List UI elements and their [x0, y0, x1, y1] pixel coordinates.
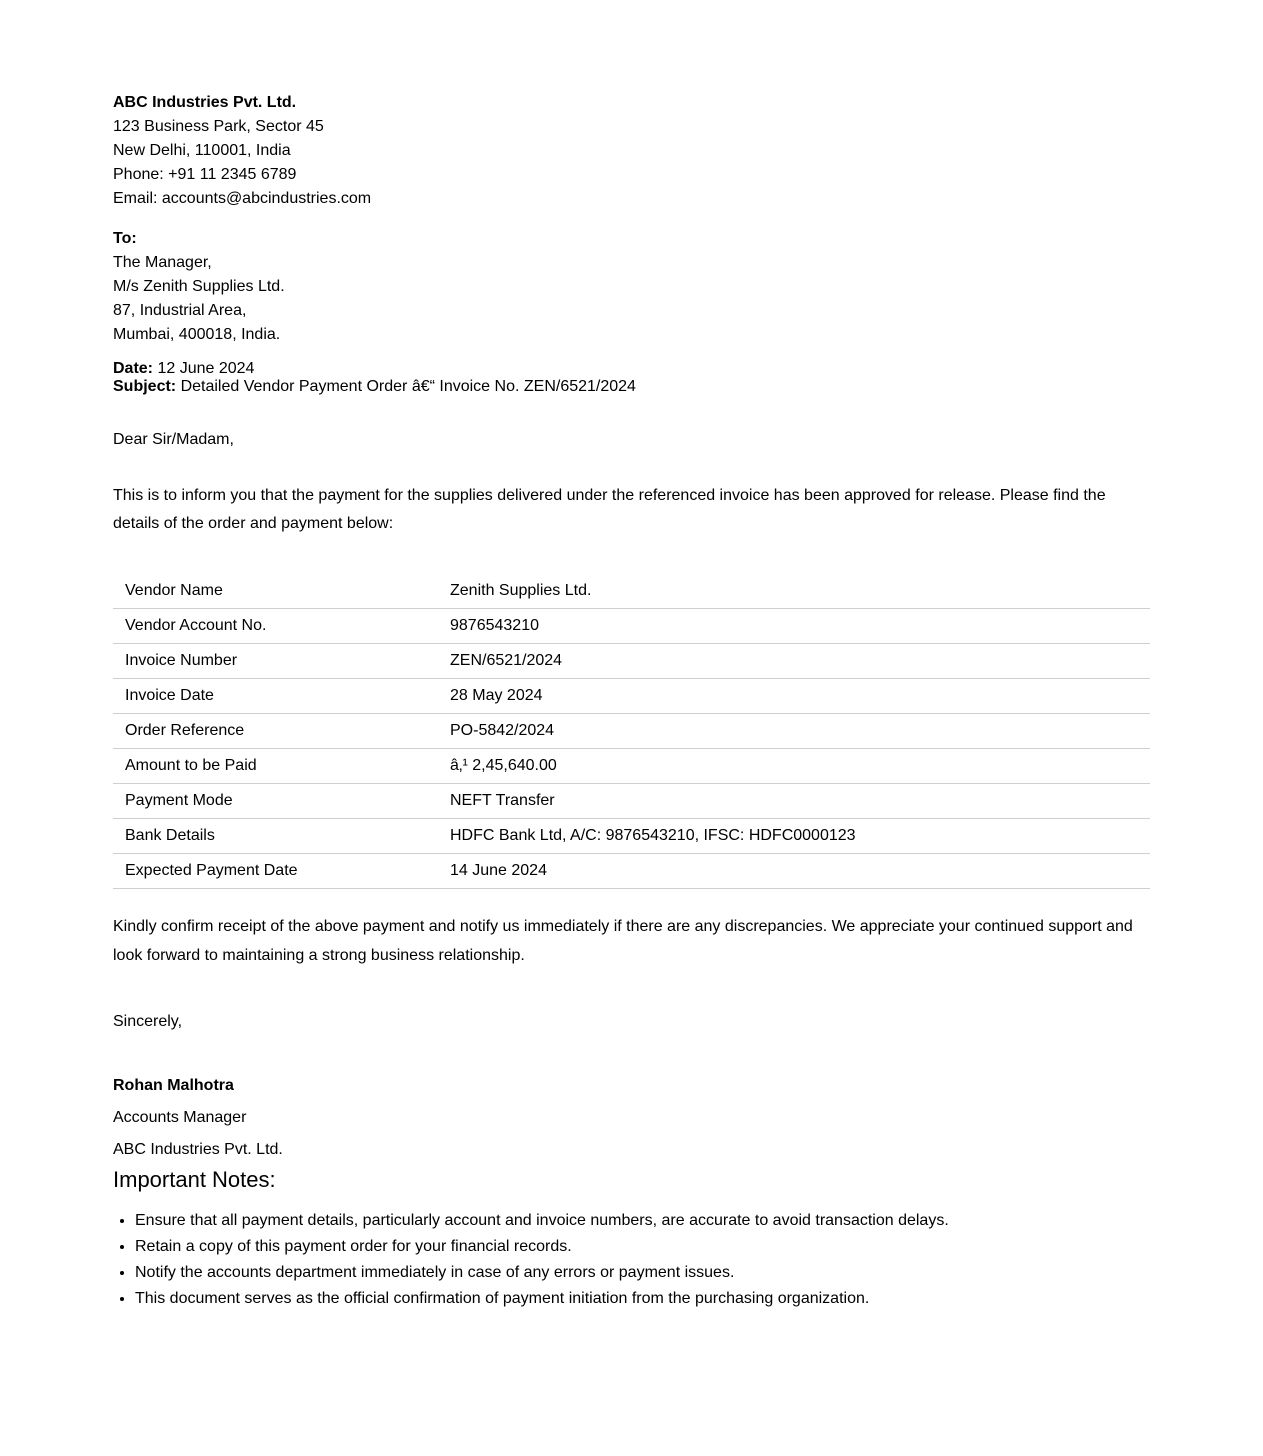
date-line — [113, 360, 1150, 378]
detail-label: Payment Mode — [113, 784, 438, 819]
table-row — [113, 609, 1150, 644]
sender-email: Email: accounts@abcindustries.com — [113, 190, 372, 207]
detail-label: Invoice Number — [113, 644, 438, 679]
payment-order-letter — [113, 91, 1150, 1307]
detail-label: Vendor Account No. — [113, 609, 438, 644]
recipient-block — [113, 227, 1150, 347]
detail-value: Zenith Supplies Ltd. — [438, 574, 1150, 609]
intro-paragraph: This is to inform you that the payment for the supplies delivered under the referenced invoice has been approved for release. Please find the details of the order and payment below: — [113, 487, 1106, 532]
recipient-label: To: — [113, 230, 137, 247]
signatory-title: Accounts Manager — [113, 1109, 247, 1126]
subject-line — [113, 378, 1150, 396]
sender-phone: Phone: +91 11 2345 6789 — [113, 166, 297, 183]
closing-paragraph: Kindly confirm receipt of the above payment and notify us immediately if there are any discrepancies. We appreciate your continued support and look forward to maintaining a strong business relationship. — [113, 918, 1133, 964]
detail-label: Vendor Name — [113, 574, 438, 609]
detail-value: 14 June 2024 — [438, 854, 1150, 889]
detail-value: 28 May 2024 — [438, 679, 1150, 714]
sender-block — [113, 91, 1150, 211]
table-row — [113, 749, 1150, 784]
recipient-line2: M/s Zenith Supplies Ltd. — [113, 278, 285, 295]
table-row — [113, 714, 1150, 749]
date-value: 12 June 2024 — [157, 360, 255, 377]
detail-value: â‚¹ 2,45,640.00 — [438, 749, 1150, 784]
subject-label: Subject: — [113, 378, 177, 395]
signatory-company: ABC Industries Pvt. Ltd. — [113, 1141, 283, 1158]
list-item: • Ensure that all payment details, particularly account and invoice numbers, are accurate to avoid transaction delays. — [135, 1208, 1150, 1234]
table-row — [113, 784, 1150, 819]
subject-value: Detailed Vendor Payment Order â€“ Invoice No. ZEN/6521/2024 — [180, 378, 636, 395]
notes-clip-area — [113, 1208, 1150, 1307]
detail-value: HDFC Bank Ltd, A/C: 9876543210, IFSC: HDFC0000123 — [438, 819, 1150, 854]
list-item: • This document serves as the official confirmation of payment initiation from the purchasing organization. — [135, 1286, 1150, 1312]
date-label: Date: — [113, 360, 154, 377]
detail-value: 9876543210 — [438, 609, 1150, 644]
sender-address-line2: New Delhi, 110001, India — [113, 142, 291, 159]
detail-label: Invoice Date — [113, 679, 438, 714]
list-item: • Retain a copy of this payment order for your financial records. — [135, 1234, 1150, 1260]
sender-address-line1: 123 Business Park, Sector 45 — [113, 118, 324, 135]
payment-details-table — [113, 574, 1150, 889]
detail-value: NEFT Transfer — [438, 784, 1150, 819]
detail-label: Amount to be Paid — [113, 749, 438, 784]
table-row — [113, 574, 1150, 609]
table-row — [113, 679, 1150, 714]
sender-company: ABC Industries Pvt. Ltd. — [113, 94, 297, 111]
list-item: • Notify the accounts department immediately in case of any errors or payment issues. — [135, 1260, 1150, 1286]
notes-list — [113, 1208, 1150, 1312]
detail-value: PO-5842/2024 — [438, 714, 1150, 749]
signatory-name: Rohan Malhotra — [113, 1077, 234, 1094]
letter-meta — [113, 360, 1150, 396]
salutation: Dear Sir/Madam, — [113, 431, 234, 448]
recipient-line3: 87, Industrial Area, — [113, 302, 247, 319]
closing-phrase: Sincerely, — [113, 1013, 183, 1030]
table-row — [113, 644, 1150, 679]
detail-label: Bank Details — [113, 819, 438, 854]
detail-label: Order Reference — [113, 714, 438, 749]
notes-heading: Important Notes: — [113, 1167, 276, 1192]
recipient-line4: Mumbai, 400018, India. — [113, 326, 281, 343]
recipient-line1: The Manager, — [113, 254, 212, 271]
table-row — [113, 819, 1150, 854]
detail-value: ZEN/6521/2024 — [438, 644, 1150, 679]
detail-label: Expected Payment Date — [113, 854, 438, 889]
table-row — [113, 854, 1150, 889]
